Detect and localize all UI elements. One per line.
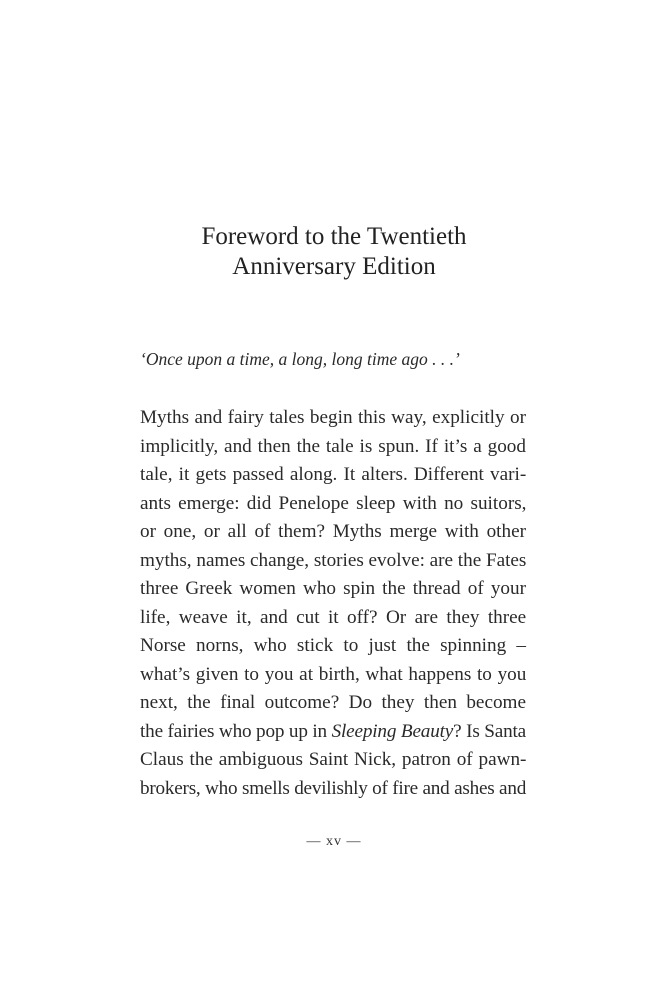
body-line: brokers, who smells devilishly of fire and ashes and xyxy=(140,777,527,799)
book-title-italic: Sleeping Beauty xyxy=(331,720,454,742)
body-line: Claus the ambiguous Saint Nick, patron of pawn- xyxy=(140,749,527,770)
page-number: — xv — xyxy=(306,834,362,849)
chapter-title-line-2: Anniversary Edition xyxy=(232,253,436,280)
body-line: myths, names change, stories evolve: are the Fates xyxy=(140,549,527,571)
body-line: or one, or all of them? Myths merge with other xyxy=(140,521,526,542)
chapter-title xyxy=(0,222,668,282)
body-line: ants emerge: did Penelope sleep with no suitors, xyxy=(140,492,527,514)
body-line: what’s given to you at birth, what happens to you xyxy=(140,663,527,685)
body-line-lead: the fairies who pop up in xyxy=(140,720,332,742)
body-line: Norse norns, who stick to just the spinning – xyxy=(140,635,526,656)
body-line-tail: ? Is Santa xyxy=(453,720,526,742)
body-line: implicitly, and then the tale is spun. If it’s a good xyxy=(140,435,526,457)
body-line: three Greek women who spin the thread of your xyxy=(140,578,526,599)
body-paragraph xyxy=(140,404,526,803)
body-line: life, weave it, and cut it off? Or are they three xyxy=(140,606,527,628)
epigraph: ‘Once upon a time, a long, long time ago . . .’ xyxy=(140,349,460,369)
body-line: Myths and fairy tales begin this way, explicitly or xyxy=(140,407,526,428)
body-line-with-title xyxy=(140,718,526,747)
chapter-title-line-1: Foreword to the Twentieth xyxy=(201,223,467,250)
body-line: tale, it gets passed along. It alters. Different vari- xyxy=(140,464,527,485)
body-line: next, the final outcome? Do they then become xyxy=(140,692,526,713)
